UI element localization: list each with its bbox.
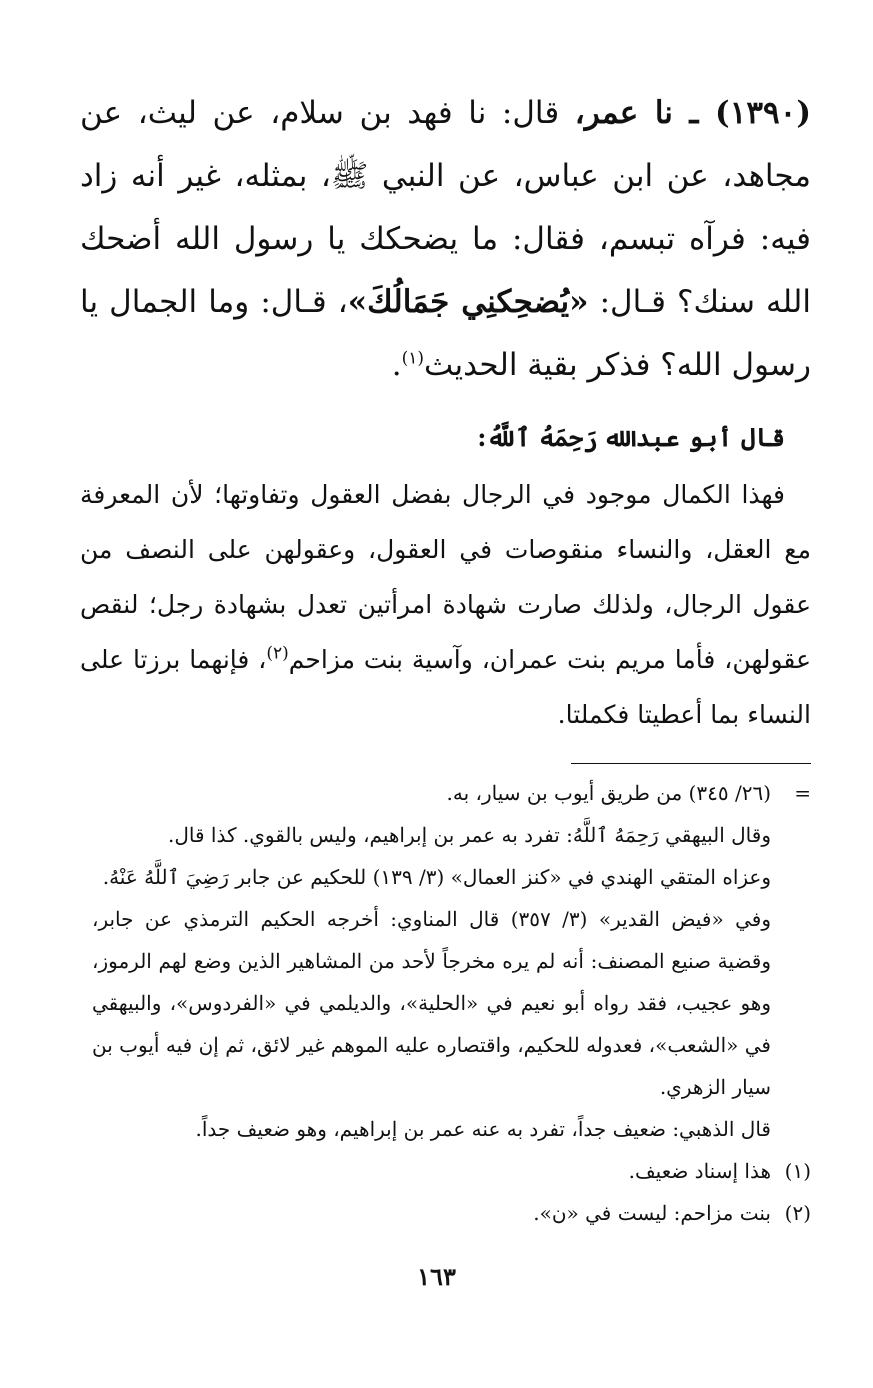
commentary-heading: قال أبو عبدالله رَحِمَهُ ٱللَّهُ:	[477, 423, 785, 452]
commentary-text-part-1: فهذا الكمال موجود في الرجال بفضل العقول وتفاوتها؛ لأن المعرفة مع العقل، والنساء منقوصات في العقول، وعقولهن على النصف من عقول الرجال، ولذلك صارت شهادة امرأتين تعدل بشهادة رجل؛ لنقص عقولهن، فأما مريم بنت عمران، وآسية بنت مزاحم	[80, 480, 811, 674]
continuation-text: (٢٦/ ٣٤٥) من طريق أيوب بن سيار، به.	[446, 781, 771, 805]
footnote-separator	[571, 763, 811, 764]
footnote-number: (٢)	[784, 1201, 811, 1225]
hadith-text-end: .	[391, 347, 402, 383]
page-number: ١٦٣	[417, 1262, 456, 1291]
footnote-text: بنت مزاحم: ليست في «ن».	[533, 1201, 771, 1225]
hadith-text-part-2: ، قـال: وما الجمال يا رسول الله؟ فذكر بقية الحديث	[80, 284, 811, 383]
footnote-text: هذا إسناد ضعيف.	[628, 1159, 771, 1183]
footnote-continuation	[92, 772, 811, 814]
footnote-paragraph: قال الذهبي: ضعيف جداً، تفرد به عنه عمر بن إبراهيم، وهو ضعيف جداً.	[195, 1117, 771, 1141]
footnote-paragraph: وفي «فيض القدير» (٣/ ٣٥٧) قال المناوي: أخرجه الحكيم الترمذي عن جابر، وقضية صنيع المصنف: أنه لم يره مخرجاً لأحد من المشاهير الذين وضع لهم الرموز، وهو عجيب، فقد رواه أبو نعيم في «الحلية»، والديلمي في «الفردوس»، والبيهقي في «الشعب»، فعدوله للحكيم، واقتصاره عليه الموهم غير لائق، ثم إن فيه أيوب بن سيار الزهري.	[92, 907, 771, 1099]
commentary-text-part-2: ، فإنهما برزتا على النساء بما أعطيتا فكملتا.	[80, 645, 811, 729]
footnote-2	[92, 1192, 811, 1234]
footnotes-section	[92, 772, 811, 1234]
footnote-reference-2[interactable]: (٢)	[266, 643, 289, 664]
footnote-paragraph: وعزاه المتقي الهندي في «كنز العمال» (٣/ ١٣٩) للحكيم عن جابر رَضِيَ ٱللَّهُ عَنْهُ.	[102, 865, 771, 889]
continuation-mark: =	[794, 781, 811, 805]
footnote-1	[92, 1150, 811, 1192]
commentary-section	[80, 410, 811, 742]
hadith-number: (١٣٩٠) ـ نا عمر،	[574, 95, 811, 131]
footnote-reference-1[interactable]: (١)	[401, 348, 425, 369]
hadith-text-part-1: قال: نا فهد بن سلام، عن ليث، عن مجاهد، عن ابن عباس، عن النبي ﷺ، بمثله، غير أنه زاد فيه: فرآه تبسم، فقال: ما يضحكك يا رسول الله أضحك الله سنك؟ قـال:	[80, 95, 811, 320]
footnote-paragraph: وقال البيهقي رَحِمَهُ ٱللَّهُ: تفرد به عمر بن إبراهيم، وليس بالقوي. كذا قال.	[168, 823, 771, 847]
hadith-text	[80, 82, 811, 397]
commentary-paragraph	[80, 467, 811, 742]
footnote-number: (١)	[784, 1159, 811, 1183]
hadith-highlight-quote: «يُضحِكنِي جَمَالُكَ»	[347, 284, 589, 320]
hadith-paragraph	[80, 82, 811, 397]
